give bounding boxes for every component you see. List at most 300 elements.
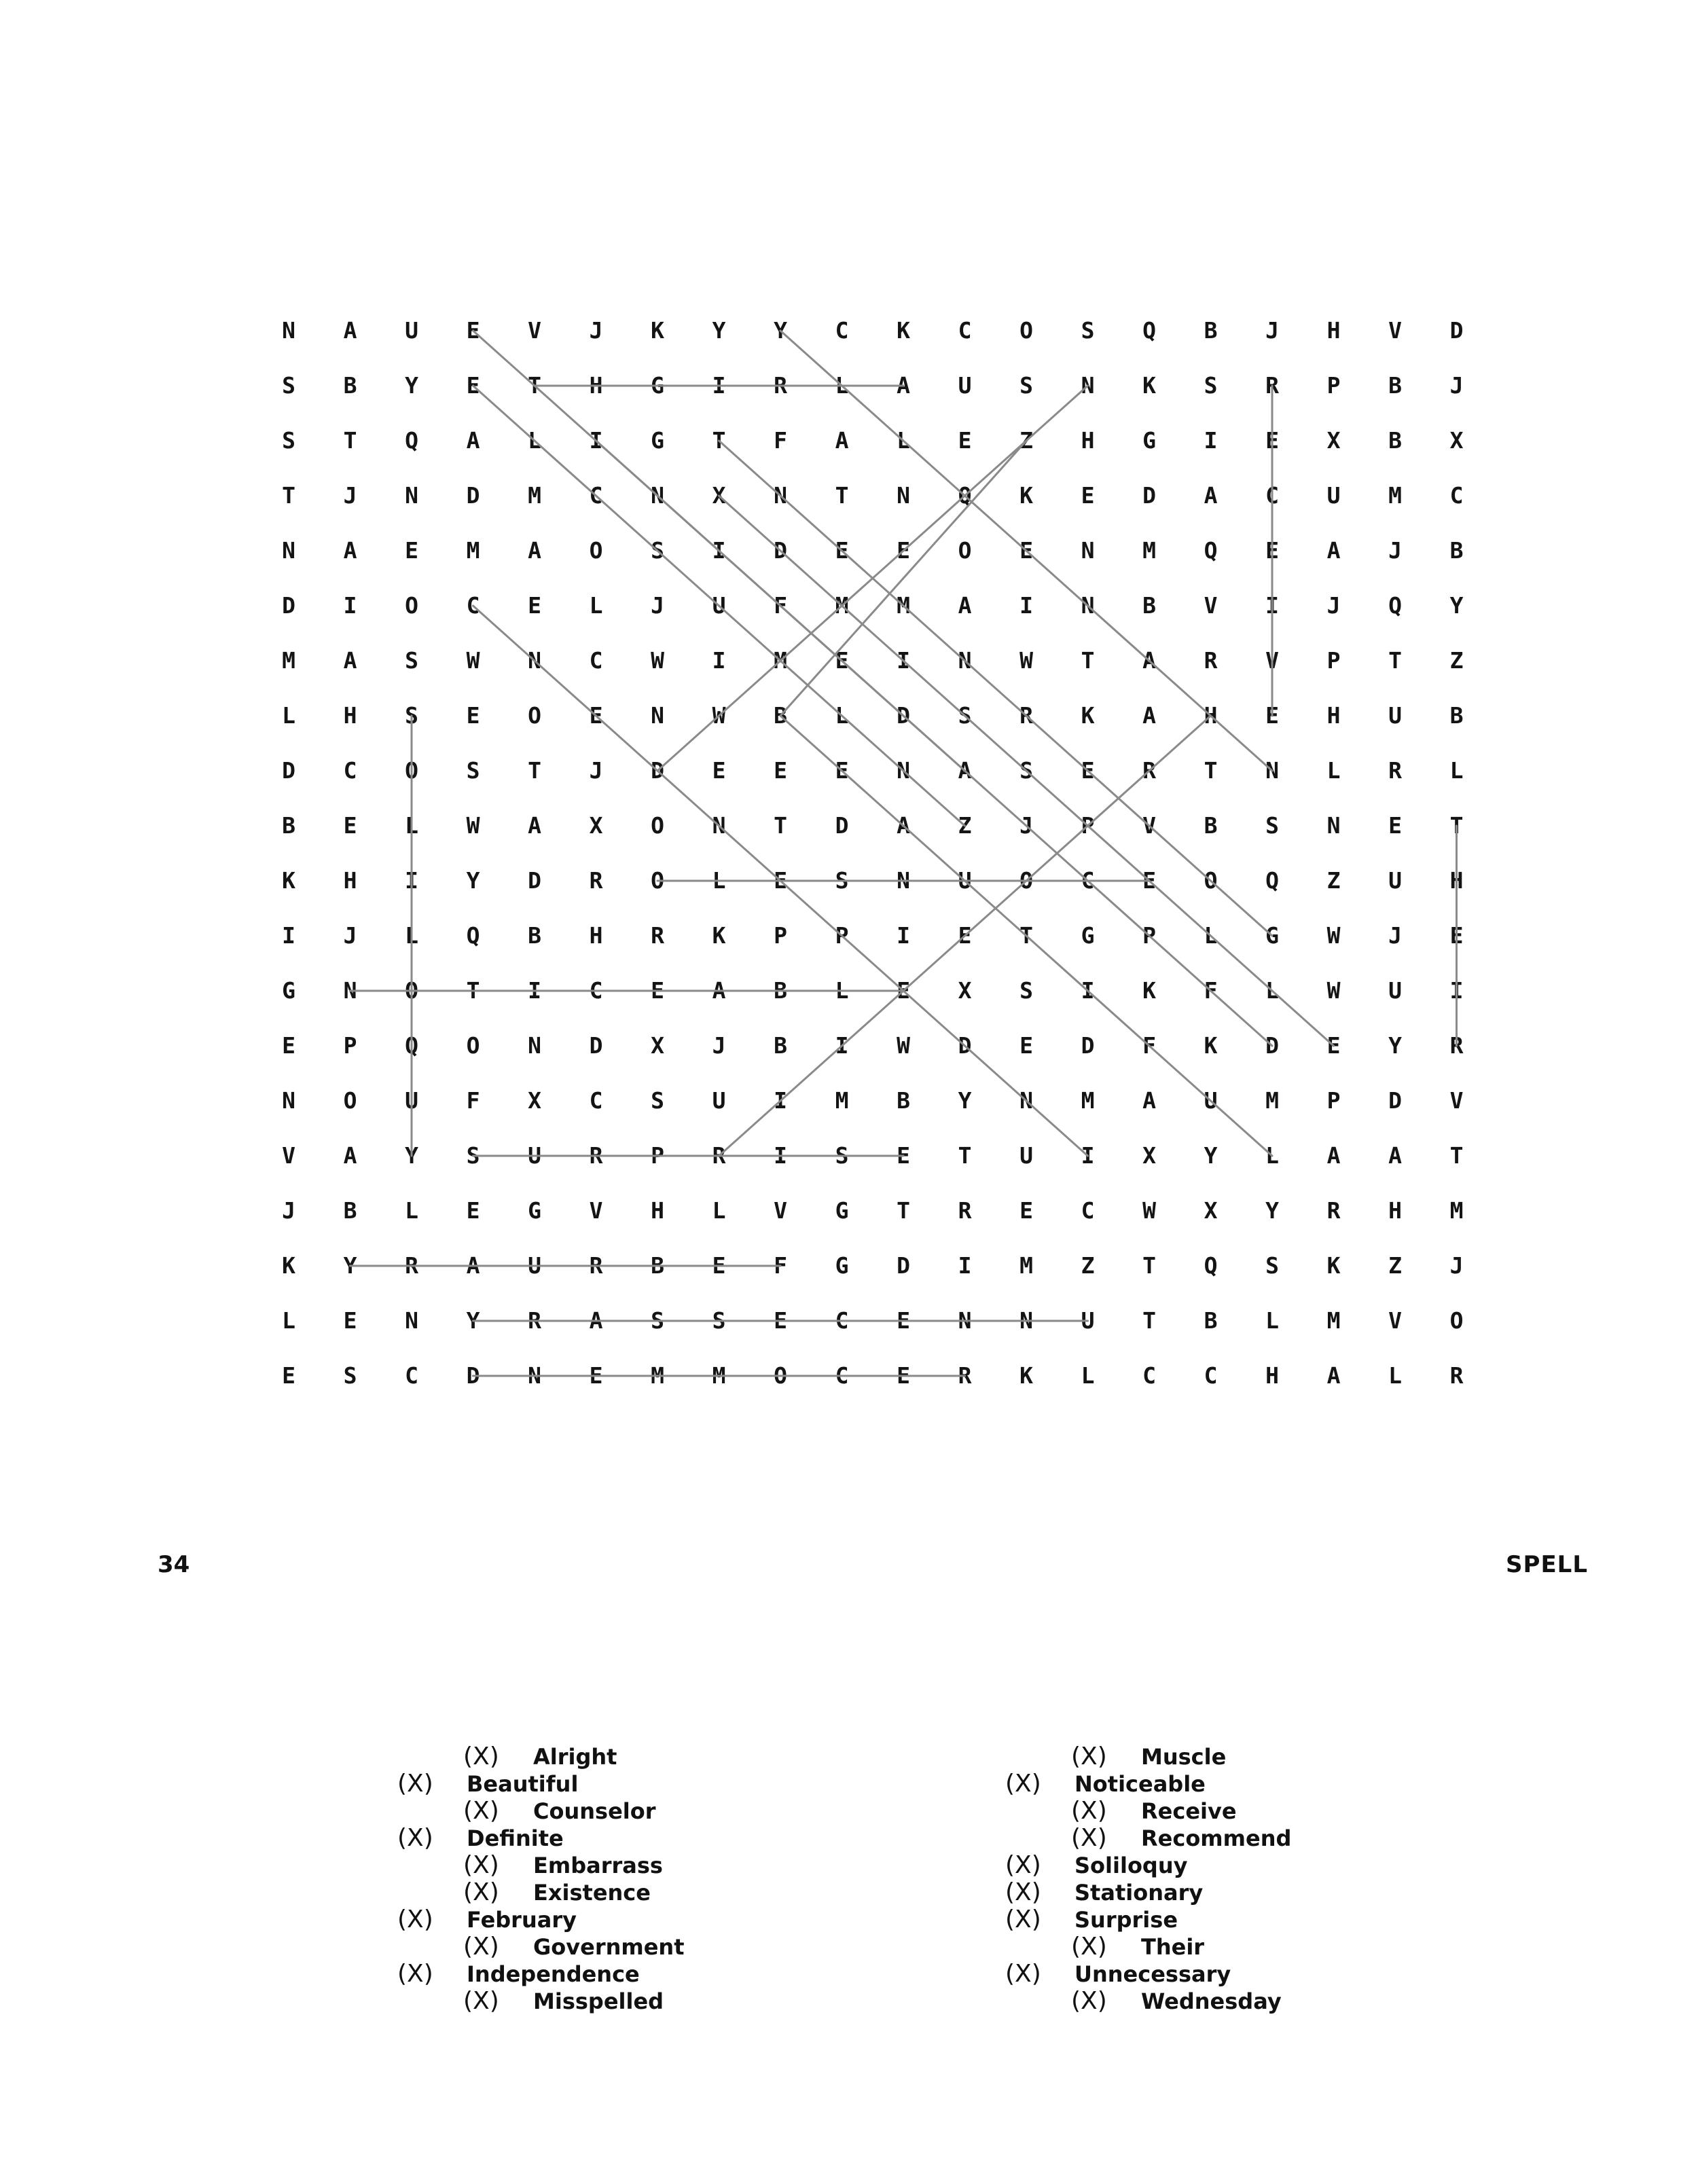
grid-letter: S (1019, 977, 1033, 1004)
grid-letter: Q (1388, 592, 1402, 619)
checked-mark: (X) (397, 1770, 433, 1798)
grid-letter: J (589, 317, 603, 344)
grid-letter: S (835, 867, 849, 894)
grid-letter: A (466, 427, 480, 454)
grid-letter: E (1081, 482, 1095, 509)
grid-letter: Y (1449, 592, 1464, 619)
word-list-word: Noticeable (1074, 1771, 1206, 1797)
grid-letter: O (1449, 1307, 1464, 1334)
checked-mark: (X) (1005, 1906, 1041, 1933)
grid-letter: A (343, 1142, 357, 1169)
grid-letter: D (528, 867, 541, 894)
grid-letter: C (343, 757, 357, 784)
grid-letter: Y (712, 317, 726, 344)
grid-letter: B (774, 1032, 787, 1059)
grid-letter: E (958, 922, 972, 949)
grid-letter: D (282, 592, 295, 619)
grid-letter: T (712, 427, 726, 454)
grid-letter: R (1142, 757, 1156, 784)
grid-letter: U (958, 372, 972, 399)
grid-letter: V (1142, 812, 1156, 839)
grid-letter: K (651, 317, 664, 344)
grid-letter: E (958, 427, 972, 454)
grid-letter: Q (466, 922, 480, 949)
grid-letter: X (1142, 1142, 1156, 1169)
grid-letter: N (958, 647, 972, 674)
grid-letter: C (589, 977, 603, 1004)
grid-letter: P (1081, 812, 1095, 839)
word-list-word: Soliloquy (1074, 1853, 1188, 1878)
grid-letter: F (774, 1252, 787, 1279)
grid-letter: H (1388, 1197, 1402, 1224)
grid-letter: U (528, 1252, 541, 1279)
grid-letter: S (405, 647, 418, 674)
grid-letter: L (1081, 1362, 1095, 1389)
grid-letter: D (466, 1362, 480, 1389)
grid-letter: E (282, 1362, 295, 1389)
grid-letter: V (1265, 647, 1279, 674)
grid-letter: A (712, 977, 726, 1004)
grid-letter: R (1449, 1362, 1464, 1389)
grid-letter: U (1204, 1087, 1218, 1114)
grid-letter: A (343, 647, 357, 674)
grid-letter: A (528, 537, 541, 564)
grid-letter: K (897, 317, 910, 344)
grid-letter: L (528, 427, 541, 454)
grid-letter: E (651, 977, 664, 1004)
grid-letter: R (1265, 372, 1279, 399)
grid-letter: O (774, 1362, 787, 1389)
grid-letter: S (651, 1087, 664, 1114)
grid-letter: I (897, 647, 910, 674)
grid-letter: S (958, 702, 972, 729)
grid-letter: J (1449, 372, 1464, 399)
grid-letter: D (897, 1252, 910, 1279)
grid-letter: B (1142, 592, 1156, 619)
grid-letter: E (1265, 427, 1279, 454)
grid-letter: H (651, 1197, 664, 1224)
grid-letter: L (1265, 1142, 1279, 1169)
grid-letter: T (774, 812, 787, 839)
grid-letter: T (1081, 647, 1095, 674)
grid-letter: E (897, 977, 910, 1004)
grid-letter: E (712, 1252, 726, 1279)
grid-letter: B (282, 812, 295, 839)
grid-letter: I (774, 1142, 787, 1169)
grid-letter: N (1265, 757, 1279, 784)
grid-letter: L (1265, 977, 1279, 1004)
grid-letter: K (1081, 702, 1095, 729)
grid-letter: T (282, 482, 295, 509)
grid-letter: N (405, 1307, 418, 1334)
grid-letter: N (958, 1307, 972, 1334)
grid-letter: N (1019, 1087, 1033, 1114)
grid-letter: I (774, 1087, 787, 1114)
grid-letter: G (835, 1252, 849, 1279)
checked-mark: (X) (1071, 1987, 1107, 2015)
grid-letter: N (897, 757, 910, 784)
word-list-word: Misspelled (533, 1988, 664, 2014)
grid-letter: R (528, 1307, 541, 1334)
grid-letter: P (835, 922, 849, 949)
grid-letter: N (528, 1362, 541, 1389)
grid-letter: D (1449, 317, 1464, 344)
grid-letter: O (405, 757, 418, 784)
grid-letter: R (589, 1142, 603, 1169)
grid-letter: M (466, 537, 480, 564)
grid-letter: T (835, 482, 849, 509)
grid-letter: C (835, 317, 849, 344)
grid-letter: X (1449, 427, 1464, 454)
grid-letter: W (712, 702, 726, 729)
grid-letter: C (1142, 1362, 1156, 1389)
checked-mark: (X) (1071, 1743, 1107, 1770)
grid-letter: S (1019, 372, 1033, 399)
grid-letter: T (958, 1142, 972, 1169)
grid-letter: E (1265, 537, 1279, 564)
grid-letter: B (1449, 702, 1464, 729)
grid-letter: C (589, 1087, 603, 1114)
grid-letter: N (343, 977, 357, 1004)
grid-letter: I (343, 592, 357, 619)
grid-letter: D (835, 812, 849, 839)
grid-letter: U (958, 867, 972, 894)
grid-letter: U (712, 592, 726, 619)
grid-letter: I (1081, 1142, 1095, 1169)
grid-letter: A (897, 372, 910, 399)
grid-letter: B (1388, 372, 1402, 399)
word-list-word: Counselor (533, 1798, 656, 1824)
grid-letter: N (1081, 372, 1095, 399)
grid-letter: E (897, 1307, 910, 1334)
grid-letter: Q (405, 427, 418, 454)
word-list-word: Beautiful (467, 1771, 579, 1797)
grid-letter: E (835, 647, 849, 674)
grid-letter: R (958, 1362, 972, 1389)
grid-letter: H (1326, 317, 1341, 344)
grid-letter: P (651, 1142, 664, 1169)
grid-letter: O (528, 702, 541, 729)
grid-letter: B (1204, 317, 1218, 344)
grid-letter: B (528, 922, 541, 949)
grid-letter: R (712, 1142, 726, 1169)
grid-letter: E (1081, 757, 1095, 784)
grid-letter: E (1265, 702, 1279, 729)
grid-letter: G (1081, 922, 1095, 949)
grid-letter: A (589, 1307, 603, 1334)
grid-letter: S (1204, 372, 1218, 399)
grid-letter: D (774, 537, 787, 564)
grid-letter: K (1326, 1252, 1341, 1279)
word-list-word: Muscle (1141, 1744, 1227, 1770)
grid-letter: E (897, 537, 910, 564)
grid-letter: I (528, 977, 541, 1004)
grid-letter: M (1142, 537, 1156, 564)
grid-letter: Q (1142, 317, 1156, 344)
grid-letter: U (405, 1087, 418, 1114)
word-list-word: Wednesday (1141, 1988, 1282, 2014)
grid-letter: Q (1265, 867, 1279, 894)
word-list-word: Alright (533, 1744, 617, 1770)
grid-letter: R (651, 922, 664, 949)
grid-letter: O (651, 812, 664, 839)
checked-mark: (X) (1005, 1960, 1041, 1988)
grid-letter: L (1326, 757, 1341, 784)
grid-letter: U (1388, 977, 1402, 1004)
grid-letter: J (651, 592, 664, 619)
grid-letter: H (1326, 702, 1341, 729)
grid-letter: N (897, 482, 910, 509)
grid-letter: S (343, 1362, 357, 1389)
grid-letter: E (897, 1362, 910, 1389)
grid-letter: S (1265, 812, 1279, 839)
grid-letter: G (282, 977, 295, 1004)
grid-letter: Y (1265, 1197, 1279, 1224)
grid-letter: C (1081, 867, 1095, 894)
word-list-word: Surprise (1074, 1907, 1178, 1933)
grid-letter: Y (466, 867, 480, 894)
grid-letter: J (712, 1032, 726, 1059)
grid-letter: Y (466, 1307, 480, 1334)
grid-letter: Y (1204, 1142, 1218, 1169)
grid-letter: M (1081, 1087, 1095, 1114)
grid-letter: L (1204, 922, 1218, 949)
grid-letter: N (651, 482, 664, 509)
grid-letter: Q (405, 1032, 418, 1059)
grid-letter: V (282, 1142, 295, 1169)
grid-letter: Z (958, 812, 972, 839)
grid-letter: Z (1449, 647, 1464, 674)
grid-letter: A (897, 812, 910, 839)
grid-letter: V (1388, 317, 1402, 344)
grid-letter: E (466, 702, 480, 729)
grid-letter: A (958, 592, 972, 619)
grid-letter: R (1388, 757, 1402, 784)
grid-letter: E (1019, 537, 1033, 564)
grid-letter: O (958, 537, 972, 564)
grid-letter: A (1142, 1087, 1156, 1114)
grid-letter: P (1326, 647, 1341, 674)
grid-letter: O (405, 977, 418, 1004)
grid-letter: R (774, 372, 787, 399)
grid-letter: C (1081, 1197, 1095, 1224)
grid-letter: W (1019, 647, 1033, 674)
grid-letter: S (405, 702, 418, 729)
grid-letter: H (589, 372, 603, 399)
word-list-word: Existence (533, 1880, 651, 1906)
grid-letter: Q (958, 482, 972, 509)
grid-letter: U (405, 317, 418, 344)
grid-letter: X (1204, 1197, 1218, 1224)
checked-mark: (X) (463, 1987, 499, 2015)
grid-letter: B (1204, 812, 1218, 839)
grid-letter: M (282, 647, 295, 674)
grid-letter: E (1142, 867, 1156, 894)
grid-letter: T (343, 427, 357, 454)
grid-letter: N (774, 482, 787, 509)
grid-letter: A (466, 1252, 480, 1279)
grid-letter: M (774, 647, 787, 674)
grid-letter: G (651, 427, 664, 454)
word-list-word: Definite (467, 1825, 564, 1851)
grid-letter: A (835, 427, 849, 454)
grid-letter: U (712, 1087, 726, 1114)
grid-letter: Z (1081, 1252, 1095, 1279)
grid-letter: H (1265, 1362, 1279, 1389)
grid-letter: L (282, 1307, 295, 1334)
grid-letter: J (1388, 922, 1402, 949)
page-number: 34 (158, 1551, 190, 1578)
grid-letter: W (1326, 922, 1341, 949)
grid-letter: T (1388, 647, 1402, 674)
grid-letter: C (405, 1362, 418, 1389)
grid-letter: N (1326, 812, 1341, 839)
grid-letter: C (589, 647, 603, 674)
grid-letter: S (1019, 757, 1033, 784)
grid-letter: N (651, 702, 664, 729)
grid-letter: O (405, 592, 418, 619)
grid-letter: Z (1326, 867, 1341, 894)
grid-letter: T (1142, 1252, 1156, 1279)
grid-letter: I (712, 647, 726, 674)
grid-letter: C (1449, 482, 1464, 509)
grid-letter: U (1388, 702, 1402, 729)
grid-letter: I (1265, 592, 1279, 619)
grid-letter: L (282, 702, 295, 729)
grid-letter: O (1019, 867, 1033, 894)
grid-letter: W (466, 647, 480, 674)
grid-letter: S (1081, 317, 1095, 344)
grid-letter: I (712, 537, 726, 564)
grid-letter: W (897, 1032, 910, 1059)
grid-letter: S (466, 757, 480, 784)
grid-letter: F (774, 427, 787, 454)
grid-letter: I (405, 867, 418, 894)
checked-mark: (X) (1005, 1878, 1041, 1906)
grid-letter: Y (343, 1252, 357, 1279)
grid-letter: K (1019, 482, 1033, 509)
grid-letter: K (282, 867, 295, 894)
grid-letter: G (1142, 427, 1156, 454)
grid-letter: I (958, 1252, 972, 1279)
grid-letter: X (1326, 427, 1341, 454)
grid-letter: J (343, 482, 357, 509)
grid-letter: B (651, 1252, 664, 1279)
grid-letter: B (1449, 537, 1464, 564)
grid-letter: I (1449, 977, 1464, 1004)
grid-letter: D (1142, 482, 1156, 509)
grid-letter: O (589, 537, 603, 564)
grid-letter: Z (1019, 427, 1033, 454)
grid-letter: D (1081, 1032, 1095, 1059)
grid-letter: E (1019, 1032, 1033, 1059)
grid-letter: S (651, 537, 664, 564)
grid-letter: R (1019, 702, 1033, 729)
grid-letter: J (343, 922, 357, 949)
grid-letter: L (1265, 1307, 1279, 1334)
grid-letter: S (282, 427, 295, 454)
grid-letter: X (589, 812, 603, 839)
grid-letter: N (1081, 592, 1095, 619)
grid-letter: Y (774, 317, 787, 344)
grid-letter: B (774, 977, 787, 1004)
grid-letter: A (343, 317, 357, 344)
grid-letter: F (466, 1087, 480, 1114)
grid-letter: N (528, 647, 541, 674)
grid-letter: C (466, 592, 480, 619)
word-list-word: Embarrass (533, 1853, 663, 1878)
grid-letter: R (958, 1197, 972, 1224)
grid-letter: T (1204, 757, 1218, 784)
grid-letter: Y (1388, 1032, 1402, 1059)
grid-letter: M (1449, 1197, 1464, 1224)
grid-letter: C (958, 317, 972, 344)
grid-letter: A (1142, 702, 1156, 729)
grid-letter: P (343, 1032, 357, 1059)
grid-letter: M (1019, 1252, 1033, 1279)
grid-letter: B (1204, 1307, 1218, 1334)
grid-letter: K (1019, 1362, 1033, 1389)
grid-letter: I (282, 922, 295, 949)
grid-letter: N (897, 867, 910, 894)
grid-letter: N (405, 482, 418, 509)
grid-letter: J (1265, 317, 1279, 344)
grid-letter: N (1019, 1307, 1033, 1334)
grid-letter: D (651, 757, 664, 784)
grid-letter: E (712, 757, 726, 784)
grid-letter: X (958, 977, 972, 1004)
grid-letter: I (835, 1032, 849, 1059)
checked-mark: (X) (463, 1797, 499, 1825)
checked-mark: (X) (397, 1824, 433, 1852)
grid-letter: M (1265, 1087, 1279, 1114)
grid-letter: O (1019, 317, 1033, 344)
grid-letter: B (774, 702, 787, 729)
grid-letter: K (1142, 372, 1156, 399)
word-list-word: Their (1141, 1934, 1205, 1960)
grid-letter: D (958, 1032, 972, 1059)
grid-letter: G (1265, 922, 1279, 949)
grid-letter: H (343, 867, 357, 894)
grid-letter: O (651, 867, 664, 894)
grid-letter: X (712, 482, 726, 509)
grid-letter: D (466, 482, 480, 509)
grid-letter: D (589, 1032, 603, 1059)
grid-letter: E (343, 1307, 357, 1334)
grid-letter: B (343, 372, 357, 399)
grid-letter: A (1326, 1362, 1341, 1389)
grid-letter: D (1388, 1087, 1402, 1114)
grid-letter: L (405, 812, 418, 839)
grid-letter: R (405, 1252, 418, 1279)
grid-letter: T (897, 1197, 910, 1224)
grid-letter: W (1326, 977, 1341, 1004)
grid-letter: E (466, 317, 480, 344)
grid-letter: I (589, 427, 603, 454)
grid-letter: E (1326, 1032, 1341, 1059)
grid-letter: G (835, 1197, 849, 1224)
grid-letter: L (589, 592, 603, 619)
grid-letter: L (835, 372, 849, 399)
checked-mark: (X) (397, 1906, 433, 1933)
grid-letter: Y (405, 372, 418, 399)
grid-letter: F (1204, 977, 1218, 1004)
grid-letter: E (835, 537, 849, 564)
checked-mark: (X) (1071, 1824, 1107, 1852)
grid-letter: A (1326, 1142, 1341, 1169)
word-list-word: February (467, 1907, 577, 1933)
grid-letter: E (774, 867, 787, 894)
